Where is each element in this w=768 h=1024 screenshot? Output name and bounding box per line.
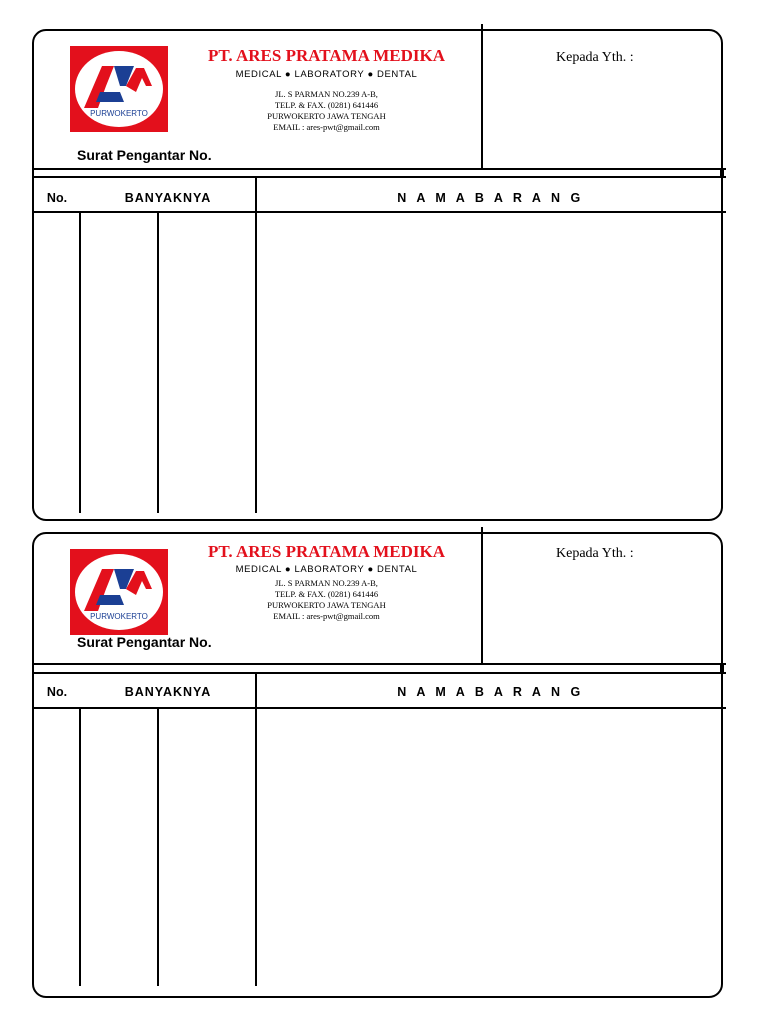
address-line-phone: TELP. & FAX. (0281) 641446	[274, 100, 379, 110]
surat-pengantar-label: Surat Pengantar No.	[77, 147, 212, 163]
column-header-nama-barang: N A M A B A R A N G	[397, 685, 584, 699]
table-header-rule	[33, 707, 726, 709]
kepada-label: Kepada Yth. :	[556, 50, 634, 65]
column-header-banyaknya: BANYAKNYA	[124, 191, 212, 205]
column-line-banyaknya-split	[157, 212, 159, 513]
delivery-note-form-2	[32, 532, 723, 998]
logo-text: PURWOKERTO	[90, 109, 148, 118]
header-rule-cap	[720, 663, 724, 673]
company-tagline: MEDICAL ● LABORATORY ● DENTAL	[235, 69, 418, 80]
delivery-note-form-1	[32, 29, 723, 521]
address-line-street: JL. S PARMAN NO.239 A-B,	[275, 578, 378, 588]
column-line-nama	[255, 673, 257, 986]
column-header-no: No.	[46, 191, 68, 205]
header-rule-bottom	[33, 176, 726, 178]
kepada-label: Kepada Yth. :	[556, 546, 634, 561]
column-header-nama-barang: N A M A B A R A N G	[397, 191, 584, 205]
table-header-rule	[33, 211, 726, 213]
header-rule-bottom	[33, 672, 726, 674]
company-tagline: MEDICAL ● LABORATORY ● DENTAL	[235, 564, 418, 575]
address-line-phone: TELP. & FAX. (0281) 641446	[274, 589, 379, 599]
company-logo	[70, 549, 168, 635]
column-line-no	[79, 708, 81, 986]
address-line-email: EMAIL : ares-pwt@gmail.com	[273, 122, 380, 132]
address-line-email: EMAIL : ares-pwt@gmail.com	[273, 611, 380, 621]
header-rule-top	[33, 168, 726, 170]
company-name: PT. ARES PRATAMA MEDIKA	[207, 46, 446, 65]
column-line-nama	[255, 177, 257, 513]
header-vertical-divider	[481, 527, 483, 665]
column-header-no: No.	[46, 685, 68, 699]
logo-text: PURWOKERTO	[90, 612, 148, 621]
column-line-no	[79, 212, 81, 513]
company-logo	[70, 46, 168, 132]
header-vertical-divider	[481, 24, 483, 170]
header-rule-cap	[720, 168, 724, 178]
company-name: PT. ARES PRATAMA MEDIKA	[207, 542, 446, 561]
column-header-banyaknya: BANYAKNYA	[124, 685, 212, 699]
column-line-banyaknya-split	[157, 708, 159, 986]
address-line-city: PURWOKERTO JAWA TENGAH	[267, 600, 386, 610]
address-line-city: PURWOKERTO JAWA TENGAH	[267, 111, 386, 121]
surat-pengantar-label: Surat Pengantar No.	[77, 634, 212, 650]
header-rule-top	[33, 663, 726, 665]
address-line-street: JL. S PARMAN NO.239 A-B,	[275, 89, 378, 99]
